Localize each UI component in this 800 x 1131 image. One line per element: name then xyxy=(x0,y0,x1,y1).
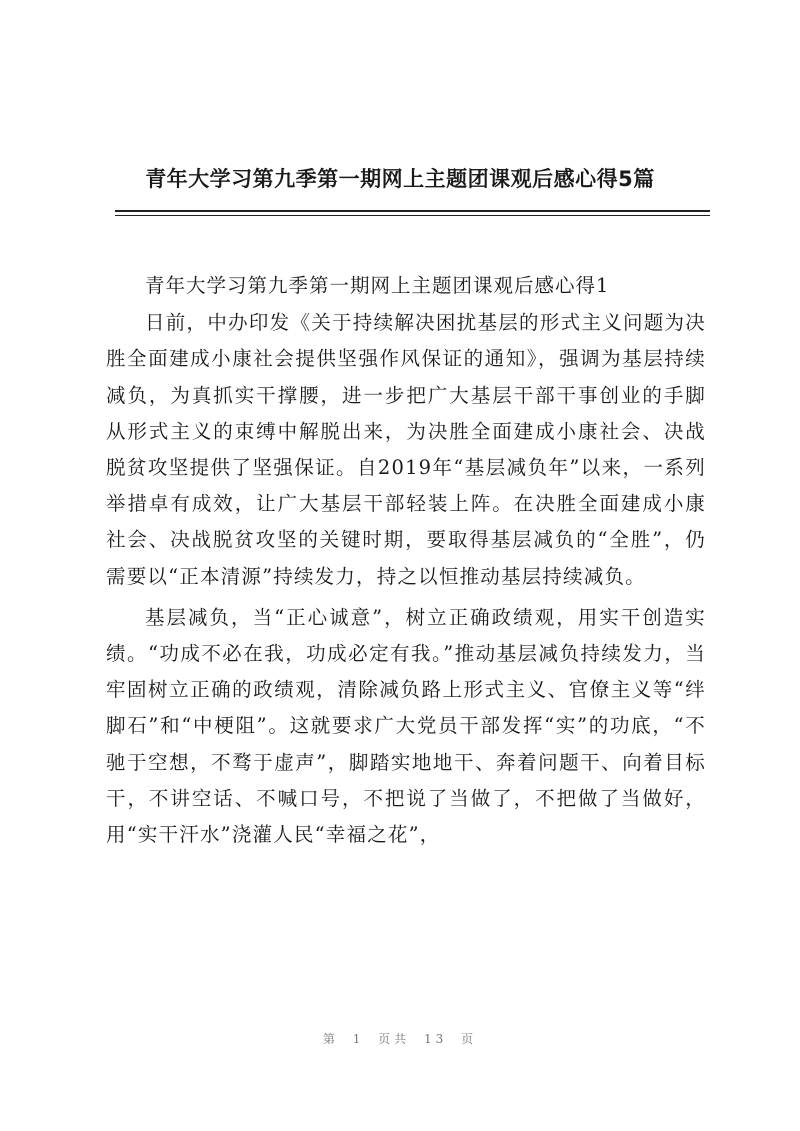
document-body xyxy=(106,268,706,858)
title-divider xyxy=(115,210,710,216)
page-footer xyxy=(0,1030,800,1047)
footer-label-of: 页共 xyxy=(378,1032,411,1046)
footer-current-page: 1 xyxy=(352,1032,365,1046)
paragraph-2: 基层减负，当“正心诚意”，树立正确政绩观，用实干创造实绩。“功成不必在我，功成必定有我。”推动基层减负持续发力，当牢固树立正确的政绩观，清除减负路上形式主义、官僚主义等“绊脚石”和“中梗阻”。这就要求广大党员干部发挥“实”的功底，“不驰于空想，不骛于虚声”，脚踏实地地干、奔着问题干、向着目标干，不讲空话、不喊口号，不把说了当做了，不把做了当做好，用“实干汗水”浇灌人民“幸福之花”， xyxy=(106,605,706,847)
paragraph-1: 日前，中办印发《关于持续解决困扰基层的形式主义问题为决胜全面建成小康社会提供坚强作风保证的通知》，强调为基层持续减负，为真抓实干撑腰，进一步把广大基层干部干事创业的手脚从形式主义的束缚中解脱出来，为决胜全面建成小康社会、决战脱贫攻坚提供了坚强保证。自2019年“基层减负年”以来，一系列举措卓有成效，让广大基层干部轻装上阵。在决胜全面建成小康社会、决战脱贫攻坚的关键时期，要取得基层减负的“全胜”，仍需要以“正本清源”持续发力，持之以恒推动基层持续减负。 xyxy=(106,311,706,588)
footer-label-end: 页 xyxy=(461,1032,478,1046)
document-title: 青年大学习第九季第一期网上主题团课观后感心得5篇 xyxy=(145,167,655,191)
section-heading: 青年大学习第九季第一期网上主题团课观后感心得1 xyxy=(145,274,610,297)
footer-label-page: 第 xyxy=(322,1032,339,1046)
footer-total-pages: 13 xyxy=(424,1032,448,1046)
